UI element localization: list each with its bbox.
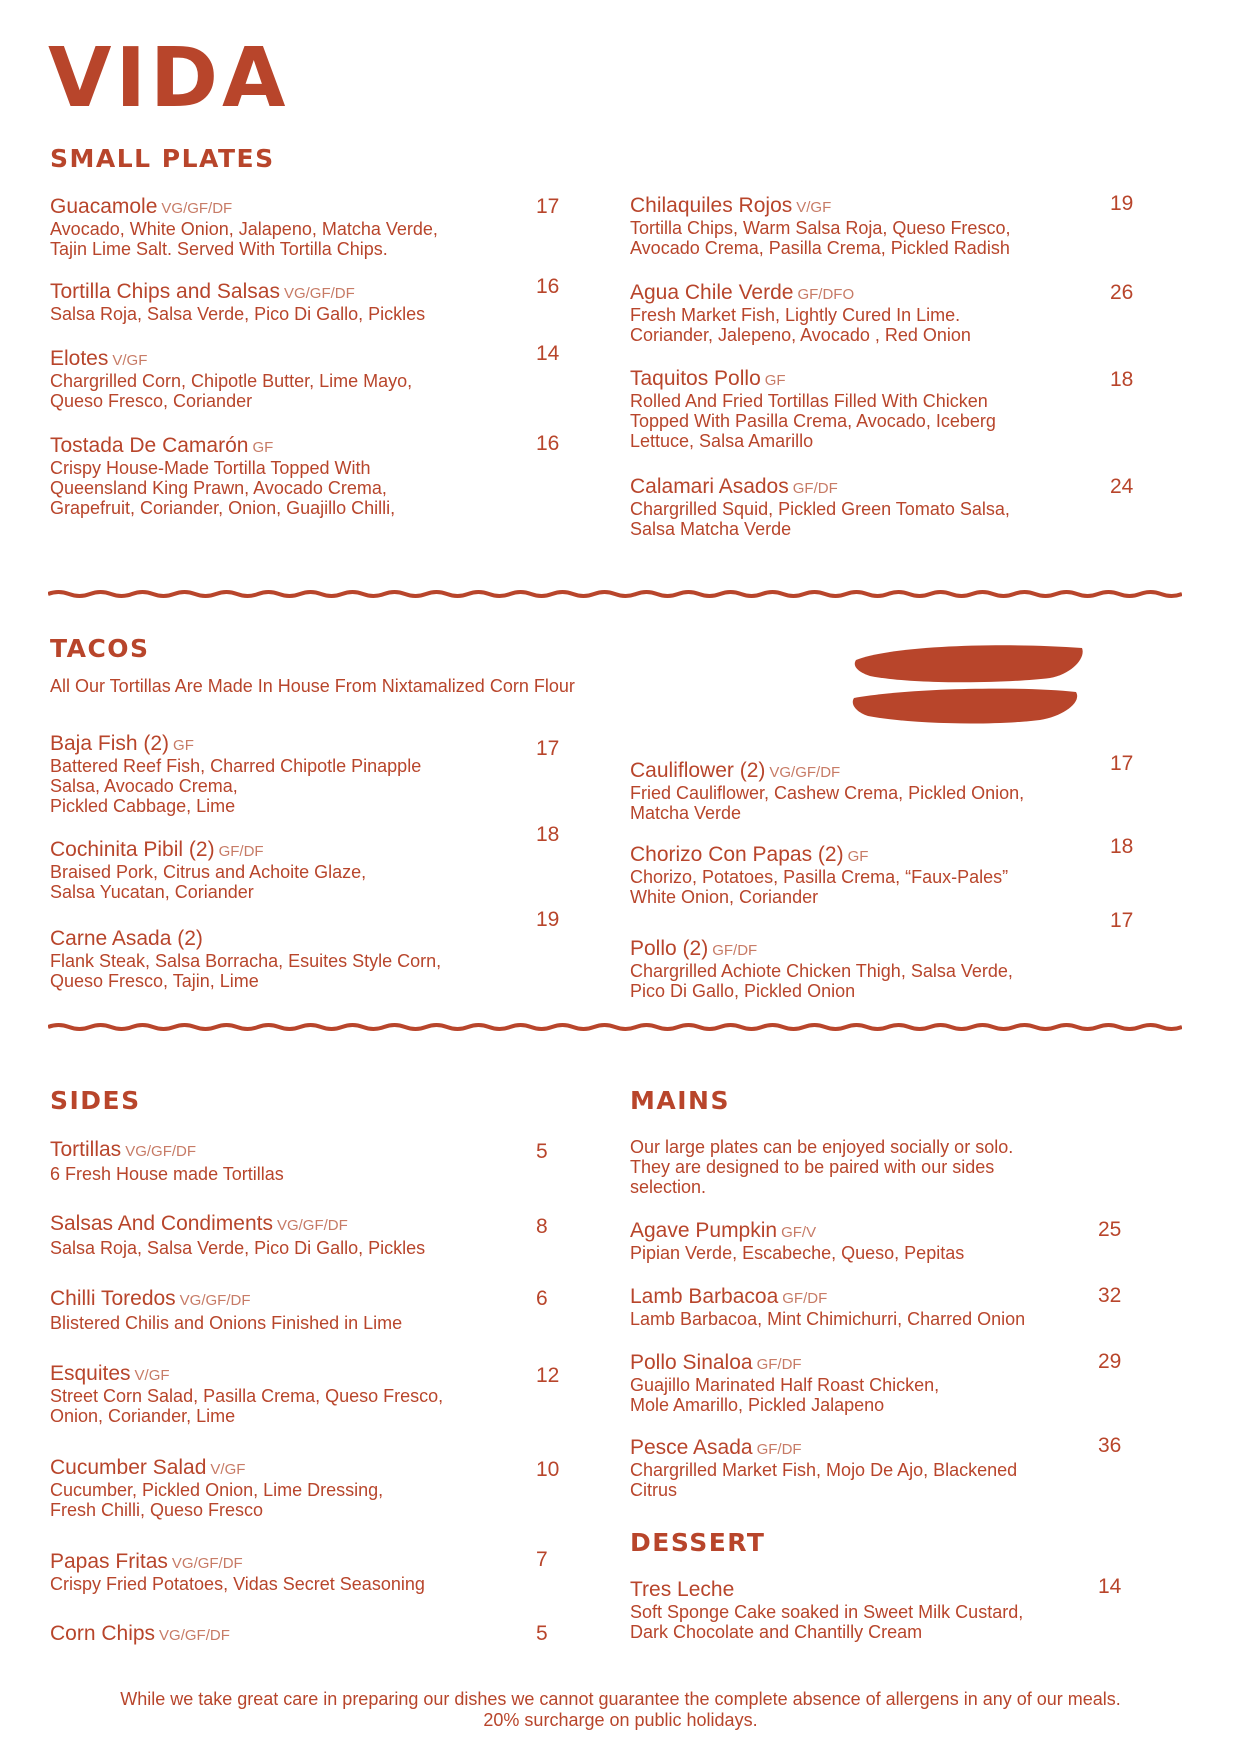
item-name: Guacamole <box>50 195 158 218</box>
menu-item <box>50 1138 284 1184</box>
item-name: Calamari Asados <box>630 475 789 498</box>
brush-stroke-decoration <box>850 640 1085 730</box>
item-tags: GF/DFO <box>797 286 855 303</box>
item-name: Chorizo Con Papas (2) <box>630 843 844 866</box>
item-price: 5 <box>536 1622 548 1645</box>
menu-item <box>50 838 366 902</box>
item-tags: GF <box>252 439 274 456</box>
item-description: Salsa Roja, Salsa Verde, Pico Di Gallo, Pickles <box>50 304 426 324</box>
item-name: Agave Pumpkin <box>630 1219 778 1242</box>
item-description: Chorizo, Potatoes, Pasilla Crema, “Faux-Pales” White Onion, Coriander <box>630 867 1009 907</box>
item-price: 16 <box>536 432 560 455</box>
item-price: 19 <box>1110 192 1134 215</box>
menu-item <box>50 1362 443 1426</box>
item-name: Lamb Barbacoa <box>630 1285 779 1308</box>
item-tags: VG/GF/DF <box>159 1627 230 1644</box>
item-price: 17 <box>536 195 560 218</box>
item-name: Cucumber Salad <box>50 1456 207 1479</box>
item-price: 18 <box>536 823 560 846</box>
brand-logo: VIDA <box>48 31 290 126</box>
item-description: Guajillo Marinated Half Roast Chicken, Mole Amarillo, Pickled Jalapeno <box>630 1375 940 1415</box>
menu-item <box>50 347 412 411</box>
item-price: 17 <box>536 737 560 760</box>
item-name: Chilli Toredos <box>50 1287 176 1310</box>
section-note-tacos: All Our Tortillas Are Made In House From Nixtamalized Corn Flour <box>50 676 575 696</box>
item-name: Pesce Asada <box>630 1436 753 1459</box>
wave-divider <box>48 1017 1182 1037</box>
item-price: 18 <box>1110 835 1134 858</box>
item-description: Chargrilled Squid, Pickled Green Tomato Salsa, Salsa Matcha Verde <box>630 499 1010 539</box>
menu-item <box>630 281 971 345</box>
item-tags: GF <box>173 737 194 754</box>
item-tags: GF/DF <box>712 942 758 959</box>
item-name: Cauliflower (2) <box>630 759 766 782</box>
item-price: 14 <box>536 342 560 365</box>
allergen-footer-note: While we take great care in preparing our dishes we cannot guarantee the complete absence of allergens in any of our meals. 20% surcharge on public holidays. <box>120 1689 1121 1730</box>
item-description: Soft Sponge Cake soaked in Sweet Milk Custard, Dark Chocolate and Chantilly Cream <box>630 1602 1024 1642</box>
item-description: Blistered Chilis and Onions Finished in Lime <box>50 1313 403 1333</box>
item-description: 6 Fresh House made Tortillas <box>50 1164 284 1184</box>
item-description: Lamb Barbacoa, Mint Chimichurri, Charred Onion <box>630 1309 1026 1329</box>
item-tags: VG/GF/DF <box>125 1143 197 1160</box>
item-name: Tortilla Chips and Salsas <box>50 280 280 303</box>
item-tags: VG/GF/DF <box>179 1292 251 1309</box>
item-price: 8 <box>536 1215 548 1238</box>
section-title-mains: MAINS <box>630 1086 730 1115</box>
item-description: Street Corn Salad, Pasilla Crema, Queso Fresco, Onion, Coriander, Lime <box>50 1386 444 1426</box>
item-tags: GF/DF <box>756 1356 802 1373</box>
item-tags: GF <box>764 372 786 389</box>
item-name: Pollo Sinaloa <box>630 1351 753 1374</box>
menu-item <box>50 195 438 259</box>
menu-item <box>50 1622 230 1646</box>
menu-item <box>630 367 996 451</box>
menu-item <box>50 927 441 991</box>
menu-item <box>50 1456 383 1520</box>
item-description: Chargrilled Market Fish, Mojo De Ajo, Blackened Citrus <box>630 1460 1018 1500</box>
item-tags: GF/DF <box>218 843 264 860</box>
item-price: 5 <box>536 1140 548 1163</box>
menu-item <box>630 1351 939 1415</box>
menu-item <box>630 1436 1017 1500</box>
item-price: 36 <box>1098 1434 1122 1457</box>
item-tags: VG/GF/DF <box>283 285 355 302</box>
item-name: Agua Chile Verde <box>630 281 794 304</box>
menu-item <box>50 280 425 324</box>
item-name: Tostada De Camarón <box>50 434 249 457</box>
item-tags: VG/GF/DF <box>769 764 841 781</box>
menu-item <box>630 1285 1025 1329</box>
item-description: Tortilla Chips, Warm Salsa Roja, Queso Fresco, Avocado Crema, Pasilla Crema, Pickled Radish <box>630 218 1011 258</box>
item-name: Papas Fritas <box>50 1550 168 1573</box>
item-name: Cochinita Pibil (2) <box>50 838 215 861</box>
item-price: 12 <box>536 1364 560 1387</box>
item-price: 18 <box>1110 368 1134 391</box>
item-name: Salsas And Condiments <box>50 1212 273 1235</box>
item-price: 26 <box>1110 281 1134 304</box>
item-tags: V/GF <box>796 199 832 216</box>
section-title-sides: SIDES <box>50 1086 141 1115</box>
item-name: Tres Leche <box>630 1578 735 1601</box>
item-price: 32 <box>1098 1284 1122 1307</box>
item-price: 29 <box>1098 1350 1122 1373</box>
item-tags: GF/DF <box>792 480 838 497</box>
item-description: Rolled And Fried Tortillas Filled With Chicken Topped With Pasilla Crema, Avocado, Iceberg Lettuce, Salsa Amarillo <box>630 391 996 451</box>
menu-item <box>50 1287 402 1333</box>
menu-item <box>50 1212 425 1258</box>
item-price: 7 <box>536 1548 548 1571</box>
item-description: Cucumber, Pickled Onion, Lime Dressing, Fresh Chilli, Queso Fresco <box>50 1480 384 1520</box>
item-description: Avocado, White Onion, Jalapeno, Matcha Verde, Tajin Lime Salt. Served With Tortilla Chips. <box>50 219 438 259</box>
item-tags: VG/GF/DF <box>276 1217 348 1234</box>
menu-item <box>630 759 1024 823</box>
item-price: 25 <box>1098 1218 1122 1241</box>
item-description: Pipian Verde, Escabeche, Queso, Pepitas <box>630 1243 965 1263</box>
item-name: Tortillas <box>50 1138 122 1161</box>
item-description: Flank Steak, Salsa Borracha, Esuites Style Corn, Queso Fresco, Tajin, Lime <box>50 951 442 991</box>
item-name: Chilaquiles Rojos <box>630 194 793 217</box>
item-price: 14 <box>1098 1575 1122 1598</box>
section-note-mains: Our large plates can be enjoyed socially or solo. They are designed to be paired with our sides selection. <box>630 1137 1014 1197</box>
item-tags: GF <box>847 848 869 865</box>
menu-item <box>50 1550 425 1594</box>
menu-item <box>630 937 1013 1001</box>
wave-divider <box>48 584 1182 604</box>
item-description: Battered Reef Fish, Charred Chipotle Pinapple Salsa, Avocado Crema, Pickled Cabbage, Lime <box>50 756 422 816</box>
item-price: 6 <box>536 1287 548 1310</box>
item-name: Esquites <box>50 1362 131 1385</box>
item-tags: V/GF <box>134 1367 170 1384</box>
item-price: 19 <box>536 908 560 931</box>
item-description: Crispy House-Made Tortilla Topped With Queensland King Prawn, Avocado Crema, Grapefruit, Coriander, Onion, Guajillo Chilli, <box>50 458 396 518</box>
menu-item <box>630 1578 1023 1642</box>
item-description: Crispy Fried Potatoes, Vidas Secret Seasoning <box>50 1574 425 1594</box>
item-tags: V/GF <box>210 1461 246 1478</box>
item-description: Salsa Roja, Salsa Verde, Pico Di Gallo, Pickles <box>50 1238 426 1258</box>
item-description: Chargrilled Achiote Chicken Thigh, Salsa Verde, Pico Di Gallo, Pickled Onion <box>630 961 1013 1001</box>
item-name: Taquitos Pollo <box>630 367 761 390</box>
item-price: 10 <box>536 1458 560 1481</box>
item-tags: GF/DF <box>756 1441 802 1458</box>
item-description: Chargrilled Corn, Chipotle Butter, Lime Mayo, Queso Fresco, Coriander <box>50 371 413 411</box>
item-tags: V/GF <box>112 352 148 369</box>
item-tags: VG/GF/DF <box>171 1555 243 1572</box>
menu-item <box>50 434 395 518</box>
menu-item <box>630 475 1010 539</box>
item-name: Carne Asada (2) <box>50 927 203 950</box>
menu-item <box>630 843 1008 907</box>
item-name: Elotes <box>50 347 109 370</box>
item-price: 17 <box>1110 752 1134 775</box>
item-description: Fried Cauliflower, Cashew Crema, Pickled Onion, Matcha Verde <box>630 783 1025 823</box>
item-tags: VG/GF/DF <box>161 200 233 217</box>
item-name: Pollo (2) <box>630 937 709 960</box>
item-tags: GF/DF <box>782 1290 828 1307</box>
item-price: 16 <box>536 275 560 298</box>
item-price: 24 <box>1110 475 1134 498</box>
item-price: 17 <box>1110 909 1134 932</box>
section-title-dessert: DESSERT <box>630 1528 766 1557</box>
section-title-tacos: TACOS <box>50 634 150 663</box>
item-name: Baja Fish (2) <box>50 732 170 755</box>
menu-item <box>630 194 1010 258</box>
menu-item <box>630 1219 964 1263</box>
item-tags: GF/V <box>781 1224 817 1241</box>
item-name: Corn Chips <box>50 1622 156 1645</box>
section-title-small-plates: SMALL PLATES <box>50 144 275 173</box>
item-description: Fresh Market Fish, Lightly Cured In Lime. Coriander, Jalepeno, Avocado , Red Onion <box>630 305 971 345</box>
menu-item <box>50 732 421 816</box>
item-description: Braised Pork, Citrus and Achoite Glaze, Salsa Yucatan, Coriander <box>50 862 367 902</box>
